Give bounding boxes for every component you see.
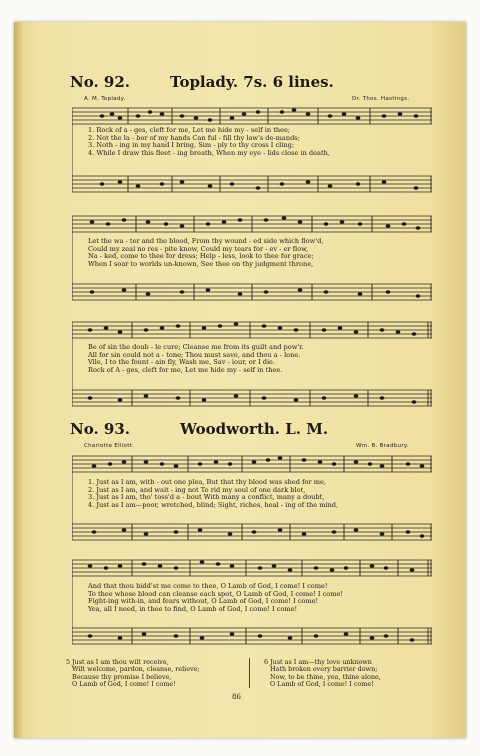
page-number: 86: [232, 693, 241, 701]
verse-line: O Lamb of God, I come! I come!: [270, 680, 374, 689]
lyric-line: 2. Just as I am, and wait - ing not To rid my soul of one dark blot,: [88, 486, 306, 494]
lyric-line: Vile, I to the fount - ain fly, Wash me, Sav - iour, or I die.: [88, 359, 276, 367]
verse-line: Hath broken every barrier down;: [270, 665, 378, 674]
hymn-92-header: [70, 73, 430, 95]
bass-staff: [72, 176, 432, 192]
lyric-line: Na - ked, come to thee for dress; Help - less, look to thee for grace;: [88, 253, 314, 261]
hymn-93-number: No. 93.: [70, 420, 130, 438]
hymn-93-verse-5: [66, 659, 200, 689]
lyric-line: 3. Just as I am, tho' toss'd a - bout With many a conflict, many a doubt,: [88, 494, 325, 502]
hymn-92-system-3-lyrics: [88, 344, 433, 374]
hymn-93-music-credit: Wm. B. Bradbury.: [356, 443, 409, 449]
hymn-93-header: [70, 420, 430, 442]
verse-line: Now, to be thine, yea, thine alone,: [270, 672, 381, 681]
lyric-line: 2. Not the la - bor of my hands Can ful - fill thy law's de-mands;: [88, 134, 300, 142]
lyric-line: To thee whose blood can cleanse each spot, O Lamb of God, I come! I come!: [88, 590, 344, 598]
verse-line: Wilt welcome, pardon, cleanse, relieve;: [72, 665, 200, 674]
lyric-line: 1. Rock of a - ges, cleft for me, Let me hide my - self in thee;: [88, 127, 291, 134]
hymn-93-words-credit: Charlotte Elliott.: [84, 443, 135, 449]
hymn-93-verse-6: [264, 659, 381, 689]
lyric-line: All for sin could not a - tone; Thou must save, and thou a - lone.: [88, 351, 301, 359]
page-binding-edge: [14, 22, 22, 738]
hymn-92-system-2-lyrics: [88, 238, 433, 268]
hymn-92-number: No. 92.: [70, 73, 130, 91]
hymn-93-system-2-lyrics: [88, 583, 433, 613]
lyric-line: Yea, all I need, in thee to find, O Lamb of God, I come! I come!: [88, 605, 298, 613]
lyric-line: 4. Just as I am—poor, wretched, blind; Sight, riches, heal - ing of the mind,: [88, 501, 339, 509]
lyric-line: And that thou bidd'st me come to thee, O Lamb of God, I come! I come!: [88, 583, 328, 590]
hymn-93-title: Woodworth. L. M.: [180, 420, 329, 438]
hymn-93-system-1-lyrics: [88, 479, 433, 509]
hymn-92-system-1-lyrics: [88, 127, 433, 157]
treble-staff: [72, 108, 432, 124]
verse-line: Because thy promise I believe,: [72, 672, 172, 681]
hymn-92-title: Toplady. 7s. 6 lines.: [170, 73, 334, 91]
verse-line: 5 Just as I am thou wilt receive,: [66, 658, 169, 666]
lyric-line: Could my zeal no res - pite know, Could my tears for - ev - er flow,: [88, 245, 309, 253]
lyric-line: Be of sin the doub - le cure; Cleanse me from its guilt and pow'r.: [88, 344, 304, 351]
lyric-line: Rock of A - ges, cleft for me, Let me hide my - self in thee.: [88, 366, 283, 374]
hymn-92-music-credit: Dr. Thos. Hastings.: [352, 96, 410, 102]
hymn-92-words-credit: A. M. Toplady.: [84, 96, 126, 102]
lyric-line: Fight-ing with-in, and fears without, O Lamb of God, I come! I come!: [88, 598, 319, 606]
lyric-line: Let the wa - ter and the blood, From thy wound - ed side which flow'd,: [88, 238, 324, 245]
verse-line: O Lamb of God, I come! I come!: [72, 680, 176, 689]
lyric-line: When I soar to worlds un-known, See thee on thy judgment throne,: [88, 260, 314, 268]
lyric-line: 1. Just as I am, with - out one plea, But that thy blood was shed for me,: [88, 479, 327, 486]
lyric-line: 4. While I draw this fleet - ing breath, When my eye - lids close in death,: [88, 149, 330, 157]
verse-divider: [249, 658, 250, 688]
verse-line: 6 Just as I am—thy love unknown: [264, 658, 372, 666]
lyric-line: 3. Noth - ing in my hand I bring, Sim - ply to thy cross I cling;: [88, 142, 295, 150]
